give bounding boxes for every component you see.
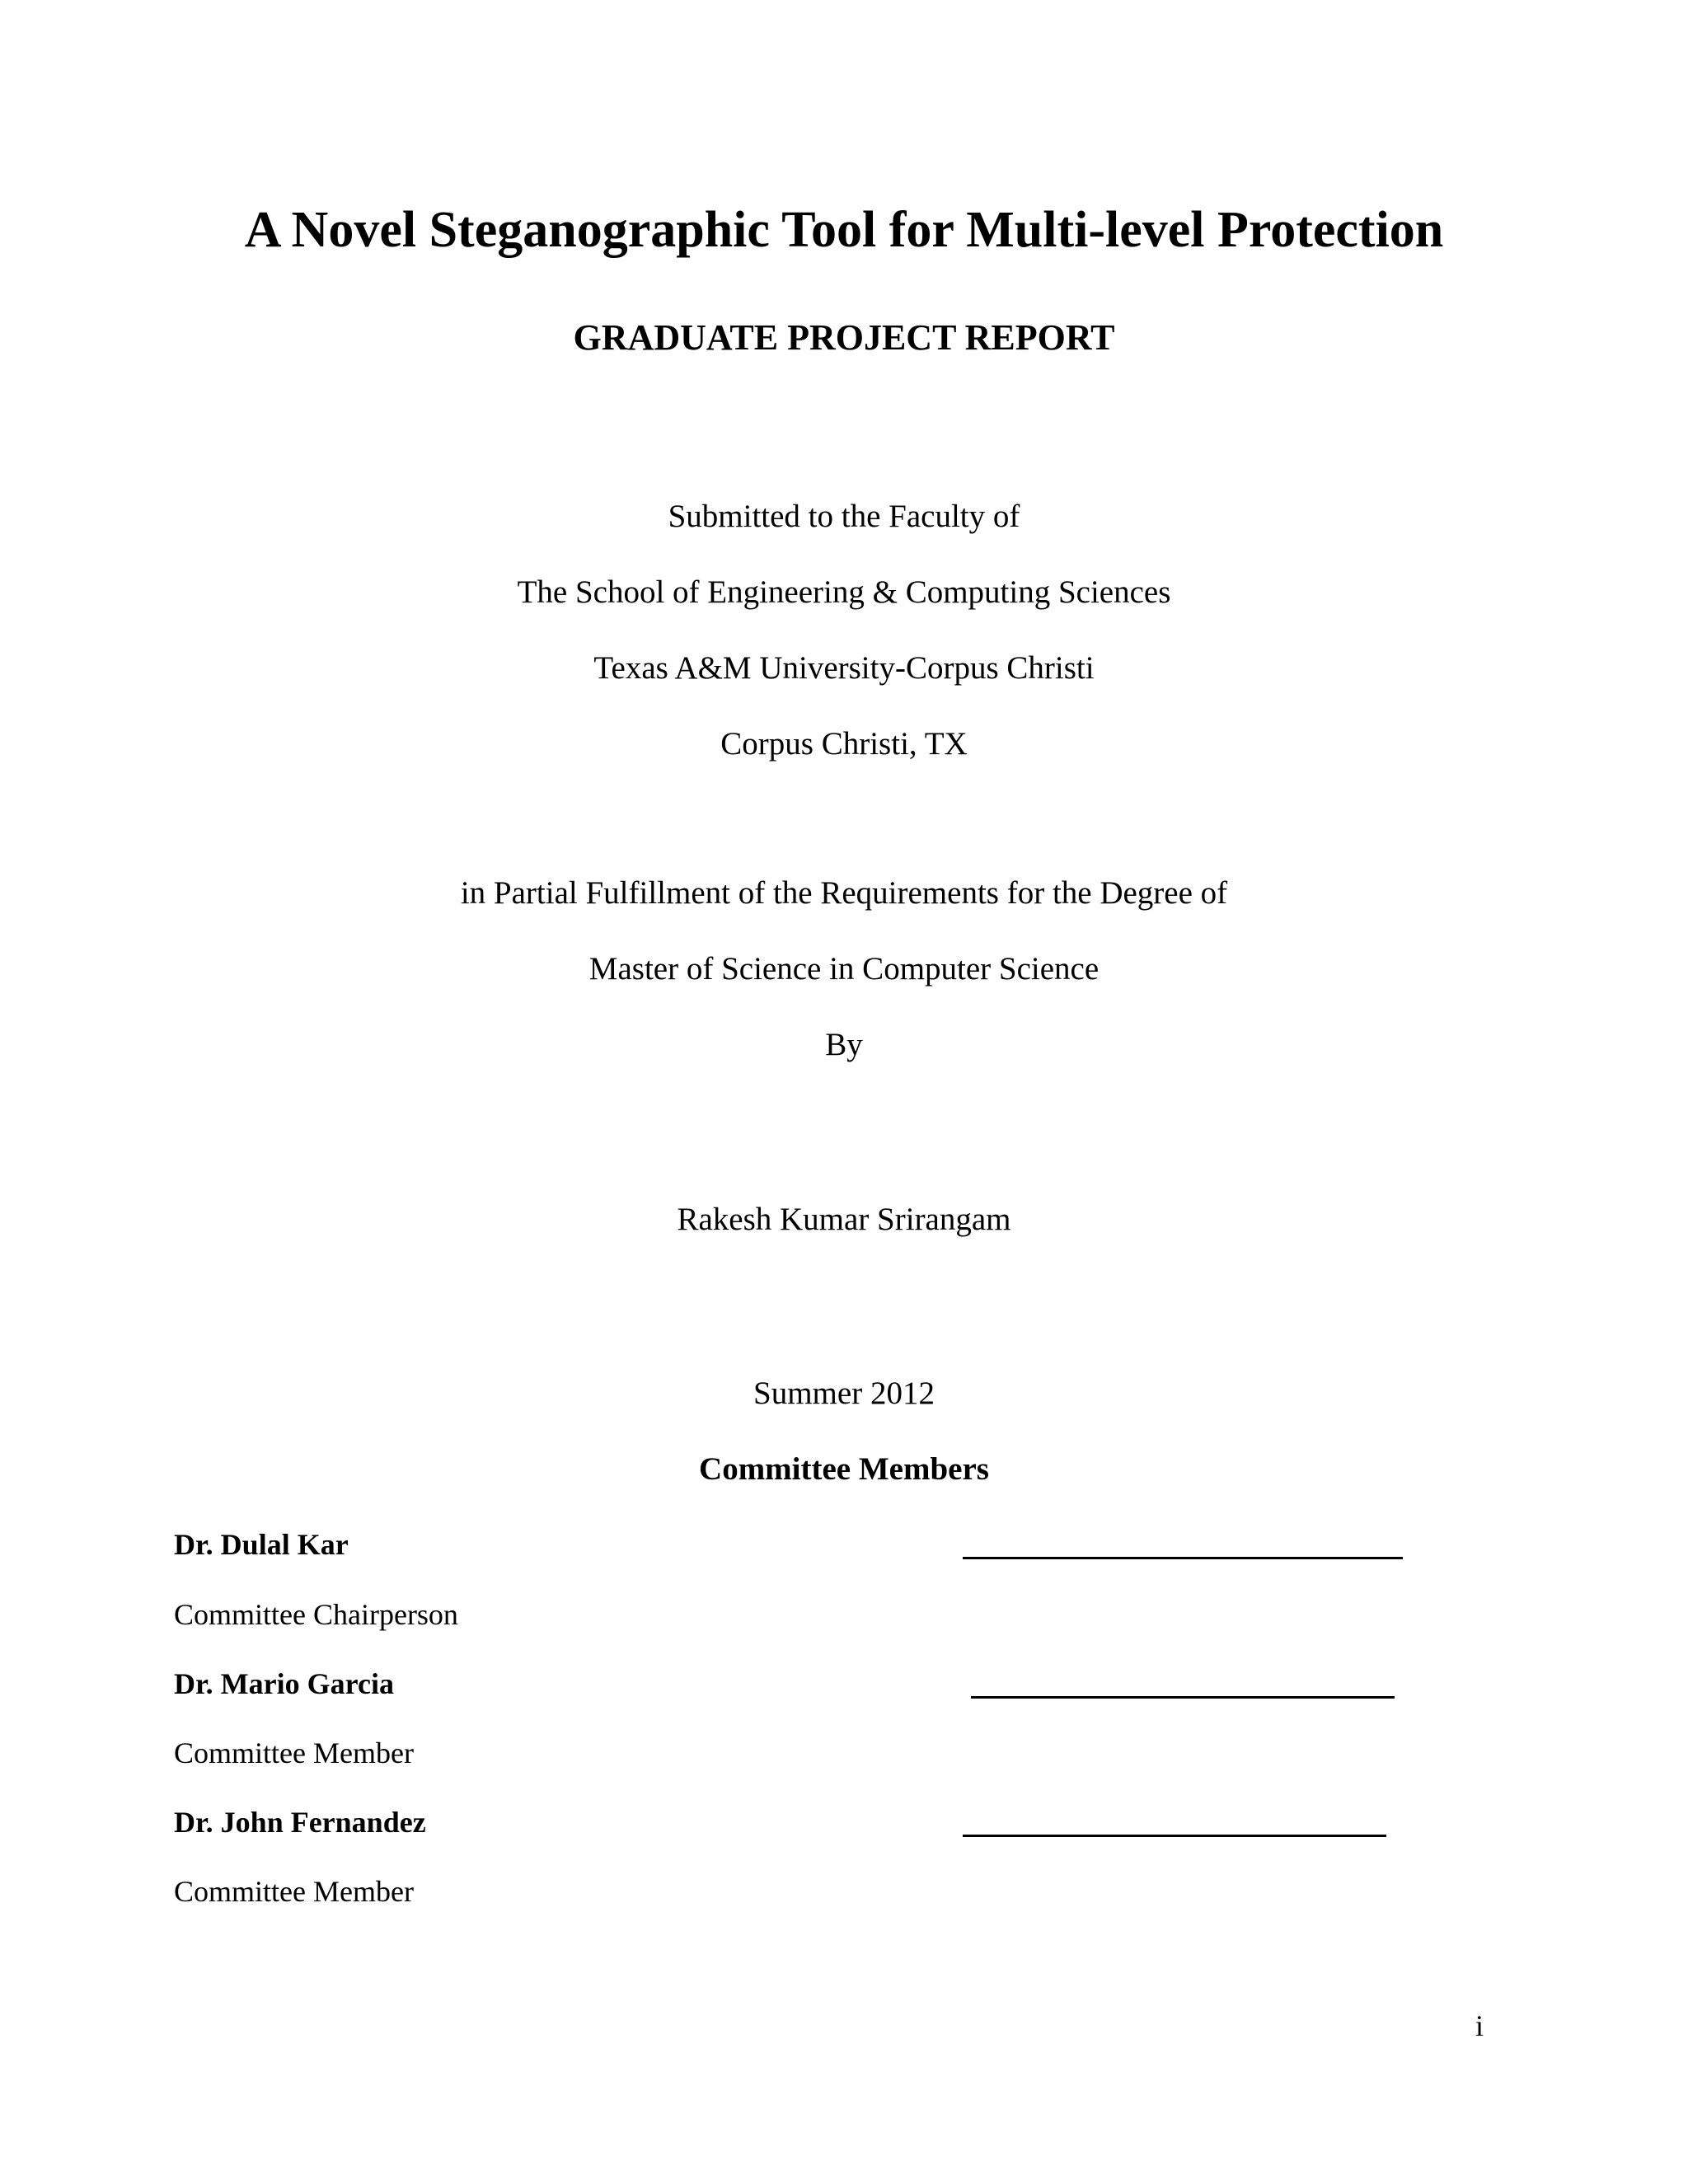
report-subtitle: GRADUATE PROJECT REPORT [573, 317, 1115, 358]
committee-heading: Committee Members [699, 1451, 989, 1487]
committee-member-name: Dr. Dulal Kar [174, 1528, 349, 1561]
committee-member-role: Committee Member [174, 1736, 414, 1769]
committee-member-name: Dr. John Fernandez [174, 1806, 426, 1839]
fulfillment-line: in Partial Fulfillment of the Requirements for the Degree of [460, 875, 1228, 911]
committee-member-role: Committee Chairperson [174, 1598, 458, 1631]
signature-line [971, 1696, 1395, 1699]
term-line: Summer 2012 [753, 1376, 935, 1411]
signature-line [963, 1835, 1386, 1837]
city-line: Corpus Christi, TX [720, 726, 968, 762]
university-line: Texas A&M University-Corpus Christi [593, 650, 1095, 686]
signature-line [963, 1557, 1403, 1559]
report-title: A Novel Steganographic Tool for Multi-level Protection [244, 202, 1444, 258]
committee-member-name: Dr. Mario Garcia [174, 1667, 394, 1700]
degree-line: Master of Science in Computer Science [588, 951, 1100, 987]
by-line: By [825, 1027, 863, 1062]
author-name: Rakesh Kumar Srirangam [677, 1202, 1011, 1237]
committee-member-role: Committee Member [174, 1875, 414, 1908]
submitted-to-line: Submitted to the Faculty of [668, 499, 1020, 534]
school-line: The School of Engineering & Computing Sciences [517, 574, 1171, 610]
page-number: i [1475, 2009, 1484, 2042]
